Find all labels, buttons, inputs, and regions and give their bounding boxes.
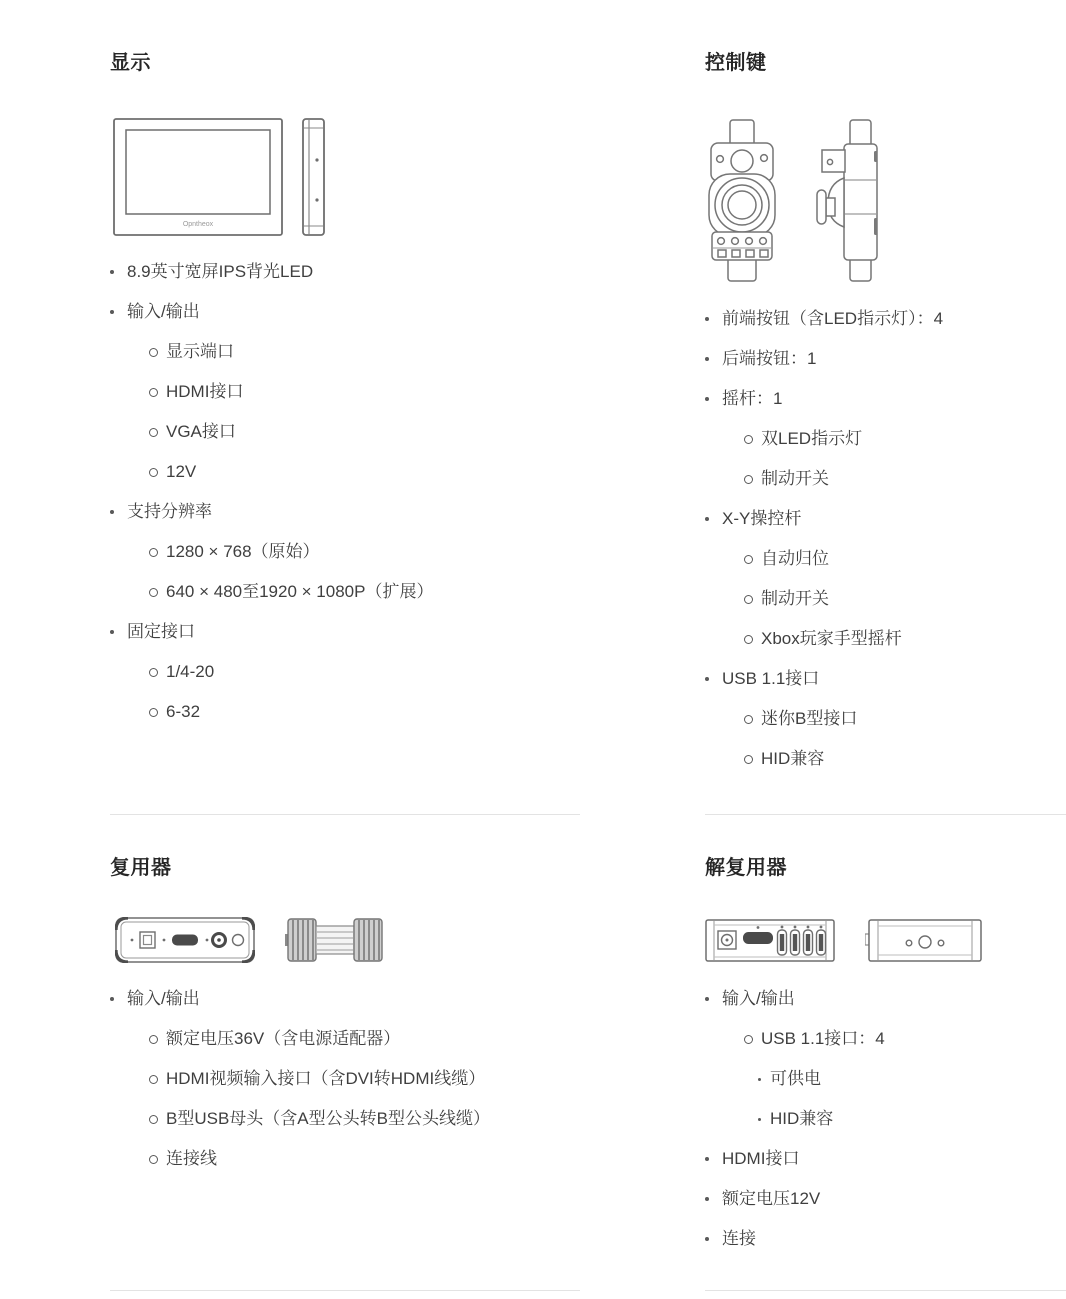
bullet-circle-icon bbox=[744, 715, 753, 724]
bullet-circle-icon bbox=[149, 548, 158, 557]
spec-item bbox=[110, 460, 580, 484]
spec-item bbox=[110, 1027, 580, 1051]
spec-item bbox=[110, 540, 580, 564]
spec-item bbox=[110, 260, 580, 284]
bullet-circle-icon bbox=[149, 1115, 158, 1124]
bullet-circle-icon bbox=[149, 588, 158, 597]
bullet-circle-icon bbox=[149, 468, 158, 477]
spec-text: 1280 × 768（原始） bbox=[166, 542, 320, 561]
spec-item bbox=[705, 347, 1066, 371]
section-mux bbox=[110, 815, 580, 1299]
mux-illustrations bbox=[115, 917, 580, 963]
bullet-circle-icon bbox=[149, 1155, 158, 1164]
bullet-dot-icon bbox=[705, 1157, 709, 1161]
spec-item bbox=[110, 987, 580, 1011]
spec-text: X-Y操控杆 bbox=[722, 509, 802, 528]
spec-item bbox=[705, 1227, 1066, 1251]
spec-text: HID兼容 bbox=[761, 749, 825, 768]
controls-spec-list bbox=[705, 291, 1066, 771]
bullet-dot-icon bbox=[705, 1197, 709, 1201]
spec-item bbox=[705, 1067, 1066, 1091]
spec-text: 迷你B型接口 bbox=[761, 709, 858, 728]
bullet-dot-icon bbox=[705, 677, 709, 681]
usb-b-port bbox=[140, 932, 155, 948]
spec-item bbox=[705, 387, 1066, 411]
spec-text: USB 1.1接口：4 bbox=[761, 1029, 885, 1048]
bullet-dot-icon bbox=[110, 510, 114, 514]
led-indicator bbox=[233, 935, 244, 946]
monitor-side-illustration bbox=[302, 118, 326, 236]
bullet-circle-icon bbox=[744, 1035, 753, 1044]
spec-text: 1/4-20 bbox=[166, 662, 215, 681]
spec-item bbox=[110, 580, 580, 604]
demux-illustrations bbox=[705, 917, 1066, 963]
spec-text: 自动归位 bbox=[761, 549, 829, 568]
spec-item bbox=[705, 707, 1066, 731]
spec-text: 连接 bbox=[722, 1229, 756, 1248]
hdmi-port bbox=[172, 935, 198, 946]
section-demux bbox=[705, 815, 1066, 1299]
spec-text: 输入/输出 bbox=[722, 989, 795, 1008]
bullet-circle-icon bbox=[149, 668, 158, 677]
spec-text: B型USB母头（含A型公头转B型公头线缆） bbox=[166, 1109, 490, 1128]
bullet-small-dot-icon bbox=[758, 1078, 761, 1081]
spec-item bbox=[110, 700, 580, 724]
demux-spec-list bbox=[705, 971, 1066, 1251]
bullet-circle-icon bbox=[744, 635, 753, 644]
bullet-dot-icon bbox=[705, 997, 709, 1001]
spec-item bbox=[705, 747, 1066, 771]
bullet-circle-icon bbox=[744, 595, 753, 604]
bullet-dot-icon bbox=[705, 397, 709, 401]
bullet-circle-icon bbox=[149, 428, 158, 437]
bullet-circle-icon bbox=[744, 435, 753, 444]
section-demux-title: 解复用器 bbox=[705, 857, 787, 879]
bullet-circle-icon bbox=[149, 1035, 158, 1044]
bullet-dot-icon bbox=[705, 517, 709, 521]
monitor-front-illustration bbox=[113, 118, 283, 236]
spec-text: USB 1.1接口 bbox=[722, 669, 820, 688]
spec-text: 制动开关 bbox=[761, 469, 829, 488]
spec-item bbox=[110, 1107, 580, 1131]
spec-item bbox=[110, 380, 580, 404]
spec-item bbox=[110, 660, 580, 684]
bullet-dot-icon bbox=[705, 357, 709, 361]
spec-item bbox=[705, 587, 1066, 611]
section-divider bbox=[110, 1290, 580, 1291]
bullet-circle-icon bbox=[744, 555, 753, 564]
spec-text: HDMI接口 bbox=[166, 382, 244, 401]
spec-item bbox=[705, 467, 1066, 491]
section-controls-title: 控制键 bbox=[705, 52, 767, 74]
bullet-circle-icon bbox=[744, 755, 753, 764]
bullet-circle-icon bbox=[149, 348, 158, 357]
spec-item bbox=[110, 620, 580, 644]
spec-item bbox=[705, 1107, 1066, 1131]
spec-item bbox=[705, 627, 1066, 651]
spec-text: 12V bbox=[166, 462, 197, 481]
section-display-title: 显示 bbox=[110, 52, 151, 74]
coupler-ribbed-cap-right bbox=[354, 919, 382, 961]
spec-text: HDMI接口 bbox=[722, 1149, 800, 1168]
section-controls bbox=[705, 0, 1066, 815]
demux-front-illustration bbox=[705, 917, 835, 963]
spec-item bbox=[705, 547, 1066, 571]
bullet-dot-icon bbox=[110, 997, 114, 1001]
spec-text: 额定电压12V bbox=[722, 1189, 821, 1208]
spec-item bbox=[110, 420, 580, 444]
spec-text: 连接线 bbox=[166, 1149, 217, 1168]
section-mux-title: 复用器 bbox=[110, 857, 172, 879]
spec-text: 额定电压36V（含电源适配器） bbox=[166, 1029, 401, 1048]
spec-text: HID兼容 bbox=[770, 1109, 834, 1128]
coupler-ribbed-cap-left bbox=[288, 919, 316, 961]
spec-text: 6-32 bbox=[166, 702, 201, 721]
spec-text: 输入/输出 bbox=[127, 989, 200, 1008]
demux-back-illustration bbox=[865, 917, 985, 963]
spec-text: 8.9英寸宽屏IPS背光LED bbox=[127, 262, 314, 281]
bullet-dot-icon bbox=[110, 630, 114, 634]
power-jack bbox=[718, 931, 736, 949]
monitor-screen bbox=[126, 130, 270, 214]
spec-text: 支持分辨率 bbox=[127, 502, 212, 521]
bullet-dot-icon bbox=[110, 270, 114, 274]
spec-text: 后端按钮：1 bbox=[722, 349, 817, 368]
spec-text: 640 × 480至1920 × 1080P（扩展） bbox=[166, 582, 434, 601]
bullet-dot-icon bbox=[705, 1237, 709, 1241]
spec-text: 固定接口 bbox=[127, 622, 195, 641]
bullet-circle-icon bbox=[149, 388, 158, 397]
spec-text: VGA接口 bbox=[166, 422, 236, 441]
spec-text: 显示端口 bbox=[166, 342, 234, 361]
spec-item bbox=[705, 1147, 1066, 1171]
spec-text: 摇杆：1 bbox=[722, 389, 783, 408]
display-spec-list bbox=[110, 244, 580, 724]
bullet-small-dot-icon bbox=[758, 1118, 761, 1121]
mux-box-illustration bbox=[115, 917, 255, 963]
bullet-circle-icon bbox=[149, 1075, 158, 1084]
spec-item bbox=[705, 307, 1066, 331]
spec-item bbox=[705, 987, 1066, 1011]
spec-item bbox=[705, 507, 1066, 531]
section-divider bbox=[705, 1290, 1066, 1291]
spec-item bbox=[705, 667, 1066, 691]
spec-text: HDMI视频输入接口（含DVI转HDMI线缆） bbox=[166, 1069, 486, 1088]
joystick-front-illustration bbox=[708, 118, 778, 283]
bullet-dot-icon bbox=[110, 310, 114, 314]
spec-item bbox=[110, 300, 580, 324]
spec-text: 可供电 bbox=[770, 1069, 821, 1088]
spec-text: 双LED指示灯 bbox=[761, 429, 863, 448]
spec-item bbox=[705, 1187, 1066, 1211]
spec-item bbox=[110, 1067, 580, 1091]
spec-text: 输入/输出 bbox=[127, 302, 200, 321]
spec-text: 制动开关 bbox=[761, 589, 829, 608]
spec-item bbox=[110, 500, 580, 524]
spec-item bbox=[705, 427, 1066, 451]
spec-text: Xbox玩家手型摇杆 bbox=[761, 629, 902, 648]
bullet-circle-icon bbox=[149, 708, 158, 717]
joystick-side-illustration bbox=[814, 118, 884, 283]
spec-item bbox=[110, 1147, 580, 1171]
spec-text: 前端按钮（含LED指示灯）：4 bbox=[722, 309, 944, 328]
bullet-dot-icon bbox=[705, 317, 709, 321]
mux-spec-list bbox=[110, 971, 580, 1171]
spec-item bbox=[110, 340, 580, 364]
monitor-logo: Opntheox bbox=[182, 221, 214, 228]
spec-item bbox=[705, 1027, 1066, 1051]
bullet-circle-icon bbox=[744, 475, 753, 484]
controls-illustrations bbox=[708, 118, 1066, 283]
mux-coupler-illustration bbox=[285, 917, 385, 963]
display-illustrations bbox=[113, 118, 580, 236]
section-display bbox=[110, 0, 580, 815]
